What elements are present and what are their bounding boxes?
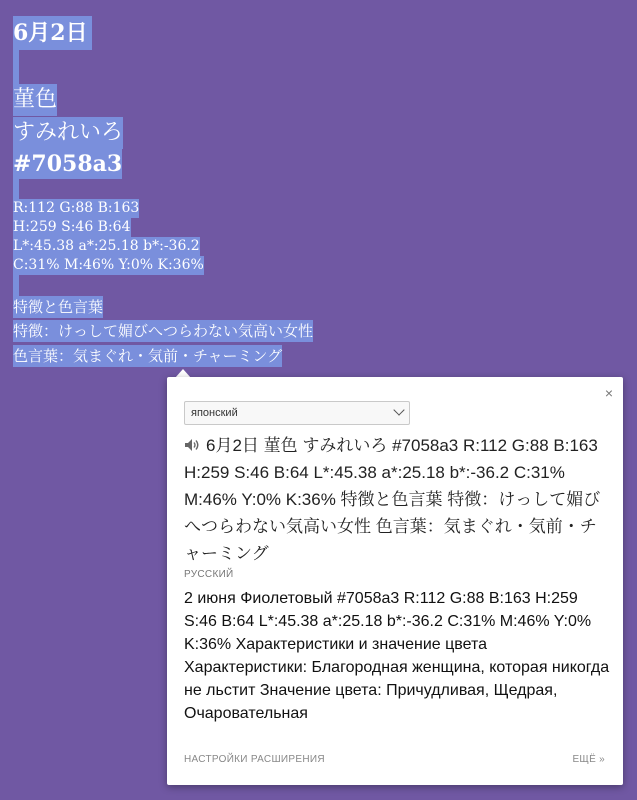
color-name-kana: すみれいろ [13,117,123,149]
source-text-block [184,432,610,567]
extension-settings-link[interactable]: НАСТРОЙКИ РАСШИРЕНИЯ [184,754,325,765]
target-language-label: РУССКИЙ [184,569,234,580]
selection-gap [13,179,19,199]
speaker-icon[interactable] [184,438,202,452]
source-language-value: японский [191,407,238,419]
chevron-down-icon [393,404,404,415]
lab-values: L*:45.38 a*:25.18 b*:-36.2 [13,238,200,254]
color-name-kanji: 菫色 [13,84,57,116]
selection-gap [13,275,19,296]
translate-popup [167,377,623,785]
close-icon[interactable]: × [604,385,613,401]
source-language-select[interactable] [184,401,410,425]
hsb-values: H:259 S:46 B:64 [13,219,131,235]
more-link[interactable]: ЕЩЁ » [572,754,605,765]
color-meaning-text: 色言葉：気まぐれ・気前・チャーミング [13,347,283,365]
translation-text: 2 июня Фиолетовый #7058a3 R:112 G:88 B:163 H:259 S:46 B:64 L*:45.38 a*:25.18 b*:-36.2 C:31% M:46% Y:0% K:36% Характеристики и значение цвета Характеристики: Благородная женщина, которая никогда не льстит Значение цвета: Причудливая, Щедрая, Очаровательная [184,590,610,722]
feature-text: 特徴：けっして媚びへつらわない気高い女性 [13,322,314,340]
cmyk-values: C:31% M:46% Y:0% K:36% [13,257,204,273]
feature-heading: 特徴と色言葉 [13,298,104,316]
color-hex: #7058a3 [13,151,123,177]
date-heading: 6月2日 [13,16,92,50]
selection-gap [13,50,19,84]
rgb-values: R:112 G:88 B:163 [13,200,140,216]
source-text: 6月2日 菫色 すみれいろ #7058a3 R:112 G:88 B:163 H:259 S:46 B:64 L*:45.38 a*:25.18 b*:-36.2 C:31% M:46% Y:0% K:36% 特徴と色言葉 特徴：けっして媚びへつらわない気高い女性 色言葉：気まぐれ・気前・チャーミング [184,436,601,563]
